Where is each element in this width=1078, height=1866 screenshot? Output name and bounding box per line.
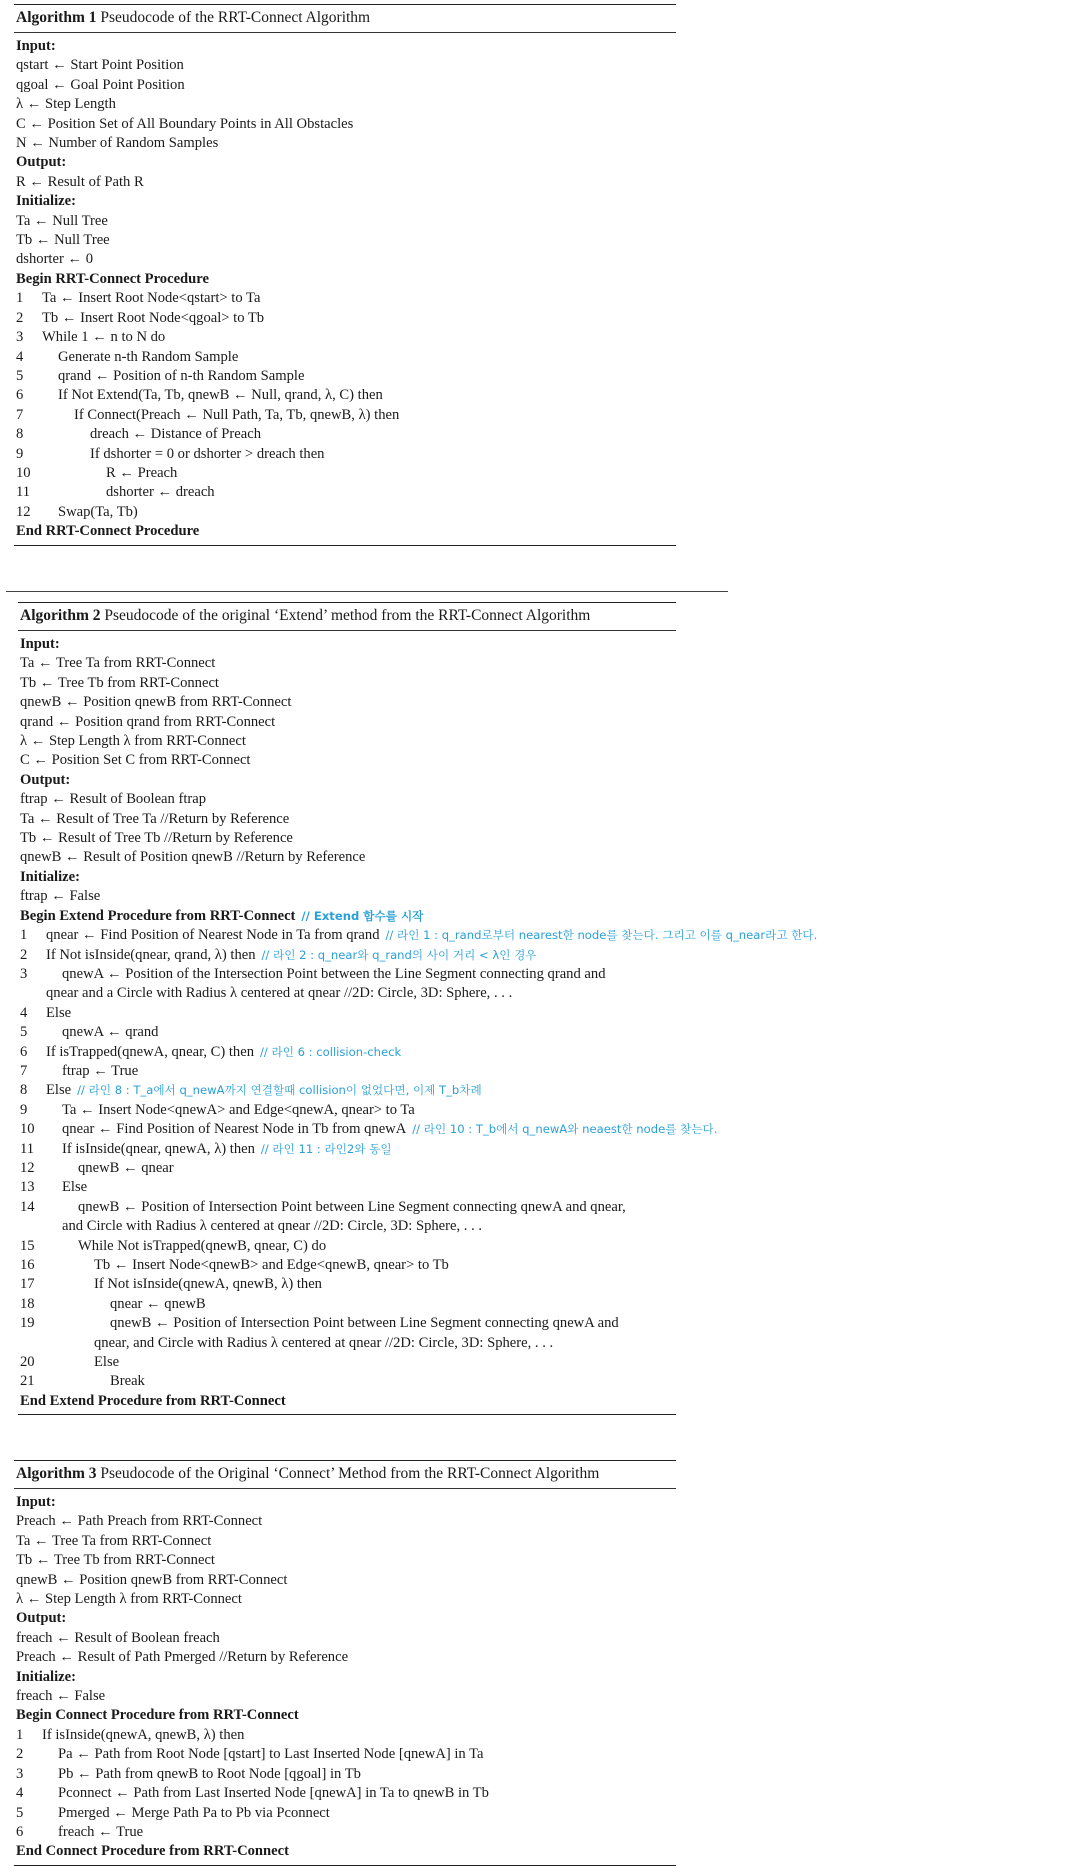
input-line-text: Ta ← Tree Ta from RRT-Connect xyxy=(20,655,216,672)
line-number: 11 xyxy=(16,484,31,501)
line-number: 9 xyxy=(16,445,24,462)
code-line-continuation xyxy=(18,984,676,1003)
code-line xyxy=(18,1237,676,1256)
output-line xyxy=(18,829,676,848)
algorithm-3 xyxy=(14,1460,676,1866)
line-number: 17 xyxy=(20,1276,35,1293)
line-number: 6 xyxy=(16,1823,24,1840)
algorithm-2-header xyxy=(18,603,676,631)
algorithm-label: Algorithm 2 xyxy=(20,607,101,624)
line-number: 12 xyxy=(20,1159,35,1176)
algorithm-3-header xyxy=(14,1461,676,1489)
input-line xyxy=(18,751,676,770)
code-line xyxy=(18,1275,676,1294)
code-text: If Connect(Preach ← Null Path, Ta, Tb, qnewB, λ) then xyxy=(74,406,400,423)
input-line xyxy=(18,693,676,712)
initialize-line xyxy=(14,212,676,231)
output-line xyxy=(14,1629,676,1648)
input-line-text: qnewB ← Position qnewB from RRT-Connect xyxy=(20,694,292,711)
code-line xyxy=(14,445,676,464)
initialize-line-text: Tb ← Null Tree xyxy=(16,232,110,249)
code-line xyxy=(14,1804,676,1823)
code-line xyxy=(18,1140,676,1159)
line-number: 3 xyxy=(20,965,28,982)
code-text: qnear ← qnewB xyxy=(110,1295,206,1312)
initialize-line xyxy=(14,250,676,269)
code-text: ftrap ← True xyxy=(62,1062,139,1079)
line-number: 5 xyxy=(20,1024,28,1041)
algorithm-2 xyxy=(18,602,818,1415)
code-line xyxy=(14,386,676,405)
input-line-text: λ ← Step Length λ from RRT-Connect xyxy=(16,1591,242,1608)
initialize-line xyxy=(14,1687,676,1706)
input-line-text: C ← Position Set C from RRT-Connect xyxy=(20,752,251,769)
output-line xyxy=(14,1648,676,1667)
input-line xyxy=(14,76,676,95)
code-line xyxy=(18,1295,676,1314)
annotation-comment: // 라인 11 : 라인2와 동일 xyxy=(260,1141,392,1156)
code-text: freach ← True xyxy=(58,1823,144,1840)
input-line-text: C ← Position Set of All Boundary Points in All Obstacles xyxy=(16,115,354,132)
code-line xyxy=(18,1023,676,1042)
initialize-line-text: freach ← False xyxy=(16,1688,106,1705)
code-line xyxy=(18,1004,676,1023)
line-number: 4 xyxy=(16,348,24,365)
code-line xyxy=(14,1765,676,1784)
code-line xyxy=(18,1198,676,1217)
code-text: If isInside(qnewA, qnewB, λ) then xyxy=(42,1726,245,1743)
procedure-end-text: End Extend Procedure from RRT-Connect xyxy=(20,1392,286,1409)
code-text: Tb ← Insert Node<qnewB> and Edge<qnewB, qnear> to Tb xyxy=(94,1257,449,1273)
output-line xyxy=(14,173,676,192)
code-line xyxy=(14,503,676,522)
output-line-text: Ta ← Result of Tree Ta //Return by Reference xyxy=(20,810,290,827)
algorithm-title: Pseudocode of the Original ‘Connect’ Method from the RRT-Connect Algorithm xyxy=(100,1465,600,1482)
code-line xyxy=(18,1256,676,1275)
code-line-continuation xyxy=(18,1334,676,1353)
initialize-label: Initialize: xyxy=(16,193,76,210)
output-line-text: ftrap ← Result of Boolean ftrap xyxy=(20,791,207,808)
line-number: 4 xyxy=(20,1004,28,1021)
annotation-comment: // 라인 10 : T_b에서 q_newA와 neaest한 node를 찾는다. xyxy=(412,1122,718,1137)
code-line xyxy=(14,464,676,483)
line-number: 5 xyxy=(16,367,24,384)
code-line xyxy=(18,1081,676,1100)
line-number: 4 xyxy=(16,1785,24,1802)
code-text: Else xyxy=(94,1354,120,1371)
code-text: Generate n-th Random Sample xyxy=(58,348,239,365)
initialize-line xyxy=(14,231,676,250)
output-line-text: qnewB ← Result of Position qnewB //Return by Reference xyxy=(20,849,366,866)
code-text: qrand ← Position of n-th Random Sample xyxy=(58,367,305,384)
procedure-begin-text: Begin Extend Procedure from RRT-Connect xyxy=(20,907,296,924)
line-number: 8 xyxy=(20,1082,28,1099)
input-line-text: λ ← Step Length λ from RRT-Connect xyxy=(20,733,246,750)
code-line-continuation xyxy=(18,1217,676,1236)
input-label: Input: xyxy=(20,636,60,652)
algorithm-title: Pseudocode of the RRT-Connect Algorithm xyxy=(100,9,371,26)
code-line xyxy=(14,367,676,386)
line-number: 21 xyxy=(20,1373,35,1390)
initialize-line xyxy=(18,887,676,906)
input-label: Input: xyxy=(16,1494,56,1510)
code-line xyxy=(18,1178,676,1197)
code-text: Swap(Ta, Tb) xyxy=(58,503,138,520)
code-text: While 1 ← n to N do xyxy=(42,329,166,346)
output-line-text: Tb ← Result of Tree Tb //Return by Reference xyxy=(20,830,293,847)
input-line-text: qnewB ← Position qnewB from RRT-Connect xyxy=(16,1571,288,1588)
code-line xyxy=(18,1101,676,1120)
line-number: 1 xyxy=(20,927,28,944)
input-label: Input: xyxy=(16,38,56,54)
input-line xyxy=(14,56,676,75)
code-line xyxy=(14,1784,676,1803)
output-line-text: Preach ← Result of Path Pmerged //Return by Reference xyxy=(16,1649,349,1666)
initialize-label: Initialize: xyxy=(20,868,80,885)
line-number: 9 xyxy=(20,1101,28,1118)
input-line-text: Tb ← Tree Tb from RRT-Connect xyxy=(20,674,219,691)
code-line xyxy=(14,425,676,444)
algorithm-2-body xyxy=(18,631,818,1411)
code-line xyxy=(14,1823,676,1842)
line-number: 19 xyxy=(20,1315,35,1332)
code-text: Pconnect ← Path from Last Inserted Node [qnewA] in Ta to qnewB in Tb xyxy=(58,1785,489,1802)
line-number: 14 xyxy=(20,1198,35,1215)
input-line xyxy=(18,732,676,751)
code-text: If Not isInside(qnear, qrand, λ) then xyxy=(46,946,256,963)
algorithm-1-header xyxy=(14,5,676,33)
code-text: qnear, and Circle with Radius λ centered at qnear //2D: Circle, 3D: Sphere, . . . xyxy=(94,1334,554,1351)
code-line xyxy=(18,1314,676,1333)
initialize-label: Initialize: xyxy=(16,1668,76,1685)
code-text: If dshorter = 0 or dshorter > dreach then xyxy=(90,445,325,462)
algorithm-label: Algorithm 3 xyxy=(16,1465,97,1482)
input-line xyxy=(14,115,676,134)
line-number: 1 xyxy=(16,1726,24,1743)
code-line xyxy=(18,1353,676,1372)
input-line-text: Tb ← Tree Tb from RRT-Connect xyxy=(16,1552,215,1569)
procedure-begin xyxy=(18,907,676,926)
code-text: dshorter ← dreach xyxy=(106,484,215,501)
code-text: While Not isTrapped(qnewB, qnear, C) do xyxy=(78,1237,327,1254)
code-line xyxy=(18,1062,676,1081)
input-line xyxy=(18,654,676,673)
code-line xyxy=(14,1745,676,1764)
code-text: Else xyxy=(46,1082,72,1099)
line-number: 3 xyxy=(16,1765,24,1782)
code-line xyxy=(18,926,818,945)
code-line xyxy=(18,1120,718,1139)
annotation-comment: // 라인 8 : T_a에서 q_newA까지 연결할때 collision이 없었다면, 이제 T_b차례 xyxy=(77,1083,482,1098)
initialize-line-text: dshorter ← 0 xyxy=(16,251,94,268)
annotation-comment: // Extend 함수를 시작 xyxy=(301,908,424,923)
output-line xyxy=(18,810,676,829)
code-text: qnewA ← qrand xyxy=(62,1024,159,1041)
code-line xyxy=(14,348,676,367)
line-number: 18 xyxy=(20,1295,35,1312)
code-text: If isInside(qnear, qnewA, λ) then xyxy=(62,1140,255,1157)
input-line-text: N ← Number of Random Samples xyxy=(16,135,219,152)
procedure-begin-text: Begin Connect Procedure from RRT-Connect xyxy=(16,1707,299,1724)
code-text: Pb ← Path from qnewB to Root Node [qgoal] in Tb xyxy=(58,1765,361,1782)
code-text: qnear ← Find Position of Nearest Node in Ta from qrand xyxy=(46,927,380,944)
line-number: 7 xyxy=(20,1062,28,1079)
line-number: 2 xyxy=(16,1746,24,1763)
line-number: 11 xyxy=(20,1140,35,1157)
code-text: qnewB ← qnear xyxy=(78,1159,174,1176)
input-line xyxy=(14,1551,676,1570)
code-line xyxy=(14,1726,676,1745)
code-text: qnewA ← Position of the Intersection Point between the Line Segment connecting qrand and xyxy=(62,965,606,982)
line-number: 15 xyxy=(20,1237,35,1254)
output-label: Output: xyxy=(20,771,71,788)
code-text: and Circle with Radius λ centered at qnear //2D: Circle, 3D: Sphere, . . . xyxy=(62,1218,483,1235)
code-text: Pa ← Path from Root Node [qstart] to Last Inserted Node [qnewA] in Ta xyxy=(58,1746,484,1763)
output-line-text: freach ← Result of Boolean freach xyxy=(16,1629,220,1646)
input-line-text: qgoal ← Goal Point Position xyxy=(16,76,185,93)
line-number: 1 xyxy=(16,290,24,307)
algorithm-label: Algorithm 1 xyxy=(16,9,97,26)
annotation-comment: // 라인 6 : collision-check xyxy=(260,1044,402,1059)
output-line xyxy=(18,848,676,867)
input-line-text: Preach ← Path Preach from RRT-Connect xyxy=(16,1513,263,1530)
procedure-begin xyxy=(14,1706,676,1725)
input-line-text: qrand ← Position qrand from RRT-Connect xyxy=(20,713,276,730)
output-label: Output: xyxy=(16,1610,67,1627)
output-line xyxy=(18,790,676,809)
procedure-end-text: End RRT-Connect Procedure xyxy=(16,523,200,540)
procedure-begin xyxy=(14,270,676,289)
code-text: Tb ← Insert Root Node<qgoal> to Tb xyxy=(42,309,265,326)
line-number: 10 xyxy=(20,1121,35,1138)
line-number: 6 xyxy=(16,387,24,404)
line-number: 10 xyxy=(16,464,31,481)
code-line xyxy=(18,965,676,984)
code-text: Ta ← Insert Node<qnewA> and Edge<qnewA, qnear> to Ta xyxy=(62,1101,415,1118)
algorithm-3-body xyxy=(14,1489,676,1862)
output-label: Output: xyxy=(16,154,67,171)
line-number: 7 xyxy=(16,406,24,423)
code-text: Else xyxy=(46,1004,72,1021)
input-line xyxy=(14,1590,676,1609)
code-line xyxy=(14,328,676,347)
line-number: 5 xyxy=(16,1804,24,1821)
line-number: 6 xyxy=(20,1043,28,1060)
input-line xyxy=(14,1512,676,1531)
input-line xyxy=(14,1571,676,1590)
code-text: Pmerged ← Merge Path Pa to Pb via Pconnect xyxy=(58,1804,330,1821)
code-text: R ← Preach xyxy=(106,464,178,481)
algorithm-1 xyxy=(14,4,676,546)
section-divider xyxy=(6,591,728,592)
input-line xyxy=(14,1532,676,1551)
line-number: 8 xyxy=(16,426,24,443)
code-text: Else xyxy=(62,1179,88,1196)
input-line xyxy=(14,95,676,114)
code-text: If isTrapped(qnewA, qnear, C) then xyxy=(46,1043,255,1060)
input-line-text: Ta ← Tree Ta from RRT-Connect xyxy=(16,1532,212,1549)
code-line xyxy=(14,289,676,308)
code-text: qnear ← Find Position of Nearest Node in Tb from qnewA xyxy=(62,1121,407,1138)
code-text: qnear and a Circle with Radius λ centered at qnear //2D: Circle, 3D: Sphere, . . . xyxy=(46,985,513,1002)
line-number: 12 xyxy=(16,503,31,520)
code-line xyxy=(18,1372,676,1391)
initialize-line-text: ftrap ← False xyxy=(20,888,101,905)
input-line-text: λ ← Step Length xyxy=(16,96,116,113)
algorithm-title: Pseudocode of the original ‘Extend’ method from the RRT-Connect Algorithm xyxy=(104,607,591,624)
procedure-end xyxy=(14,522,676,541)
code-line xyxy=(14,483,676,502)
code-line xyxy=(18,1159,676,1178)
line-number: 13 xyxy=(20,1179,35,1196)
line-number: 16 xyxy=(20,1257,35,1273)
code-text: If Not Extend(Ta, Tb, qnewB ← Null, qrand, λ, C) then xyxy=(58,387,383,404)
code-text: Ta ← Insert Root Node<qstart> to Ta xyxy=(42,290,261,307)
input-line-text: qstart ← Start Point Position xyxy=(16,57,184,74)
code-text: qnewB ← Position of Intersection Point between Line Segment connecting qnewA and xyxy=(110,1315,619,1332)
annotation-comment: // 라인 2 : q_near와 q_rand의 사이 거리 < λ인 경우 xyxy=(261,947,537,962)
code-line xyxy=(18,946,676,965)
procedure-end xyxy=(18,1392,676,1411)
line-number: 20 xyxy=(20,1354,35,1371)
line-number: 2 xyxy=(20,946,28,963)
code-line xyxy=(18,1043,676,1062)
code-line xyxy=(14,406,676,425)
code-text: qnewB ← Position of Intersection Point between Line Segment connecting qnewA and qnear, xyxy=(78,1198,626,1215)
procedure-end xyxy=(14,1842,676,1861)
code-text: dreach ← Distance of Preach xyxy=(90,426,261,443)
input-line xyxy=(18,674,676,693)
initialize-line-text: Ta ← Null Tree xyxy=(16,212,108,229)
code-line xyxy=(14,309,676,328)
line-number: 2 xyxy=(16,309,24,326)
procedure-begin-text: Begin RRT-Connect Procedure xyxy=(16,270,209,287)
code-text: Break xyxy=(110,1373,145,1390)
input-line xyxy=(14,134,676,153)
input-line xyxy=(18,713,676,732)
algorithm-1-body xyxy=(14,33,676,542)
procedure-end-text: End Connect Procedure from RRT-Connect xyxy=(16,1843,289,1860)
code-text: If Not isInside(qnewA, qnewB, λ) then xyxy=(94,1276,322,1293)
annotation-comment: // 라인 1 : q_rand로부터 nearest한 node를 찾는다. 그리고 이를 q_near라고 한다. xyxy=(385,928,818,943)
output-line-text: R ← Result of Path R xyxy=(16,173,144,190)
line-number: 3 xyxy=(16,329,24,346)
